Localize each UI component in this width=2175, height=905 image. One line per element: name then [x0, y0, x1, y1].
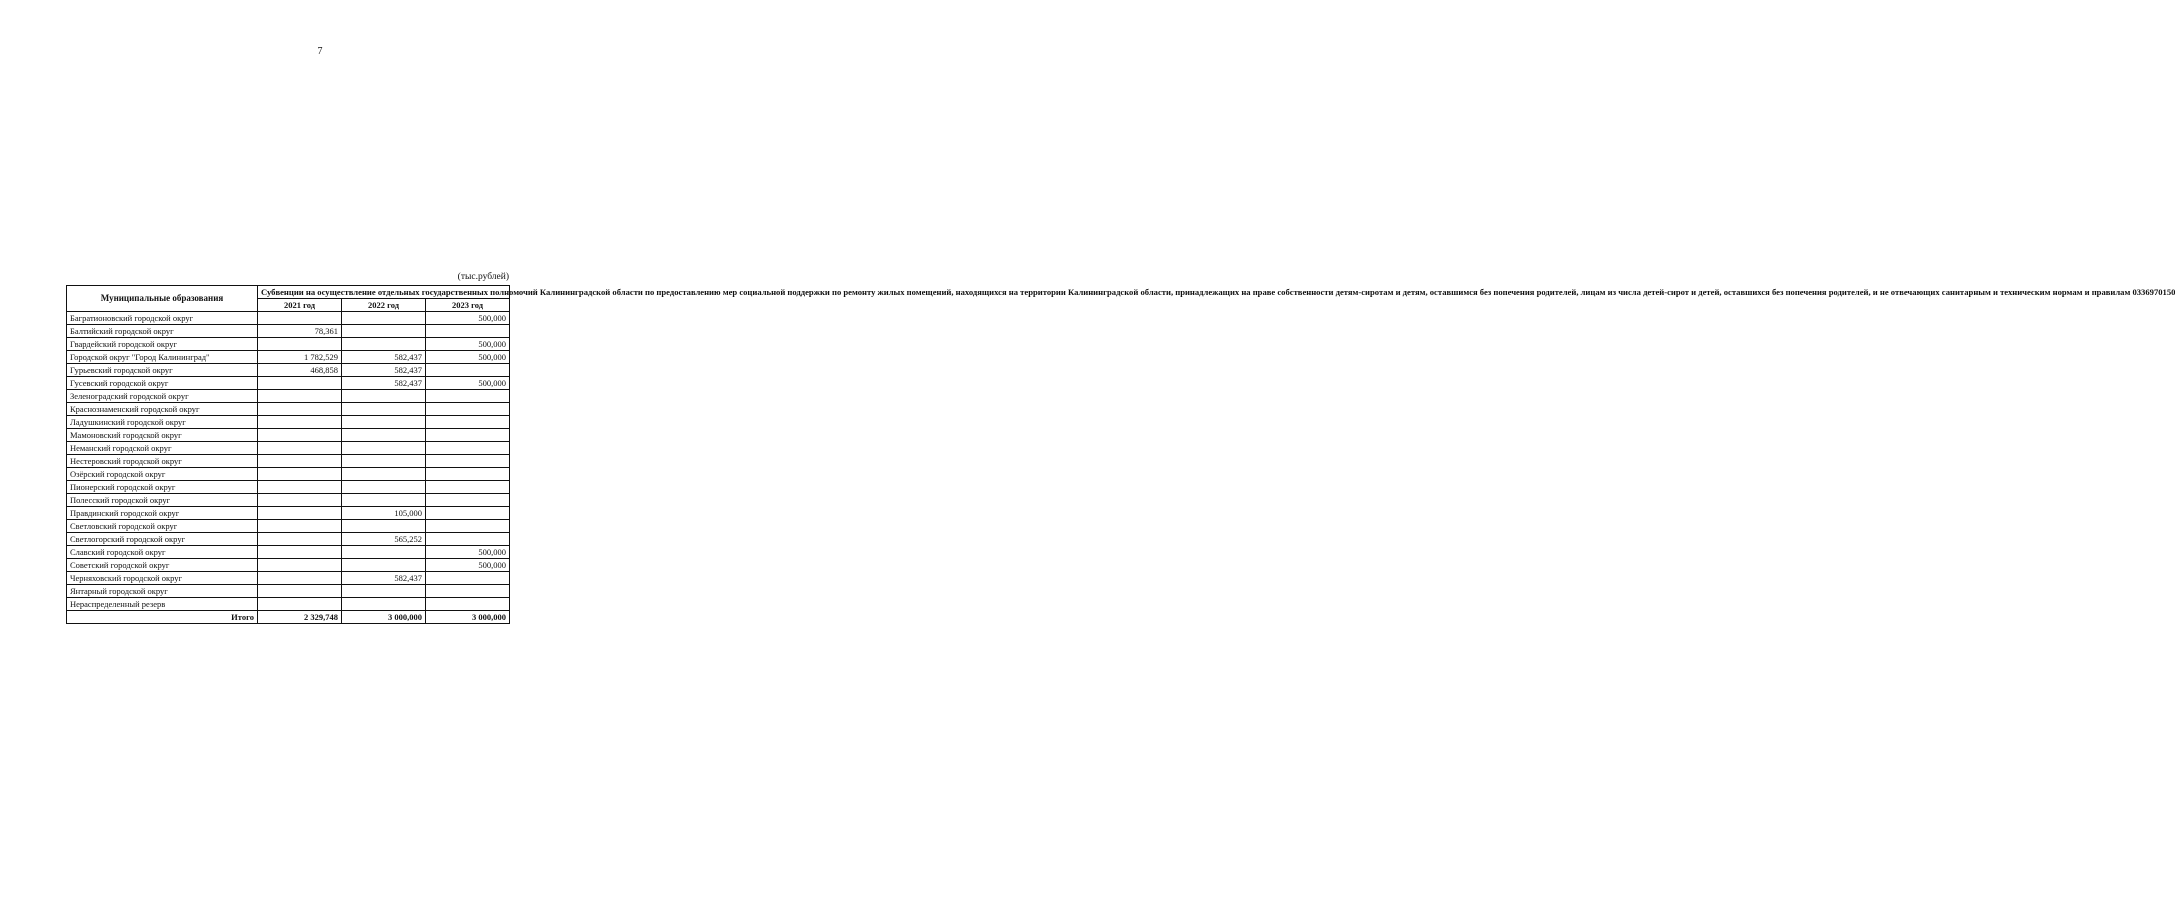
value-2022: 105,000 — [342, 507, 426, 520]
value-2023 — [426, 598, 510, 611]
municipality-name: Нераспределенный резерв — [67, 598, 258, 611]
municipality-name: Ладушкинский городской округ — [67, 416, 258, 429]
municipality-name: Нестеровский городской округ — [67, 455, 258, 468]
table-row — [67, 429, 510, 442]
municipality-name: Багратионовский городской округ — [67, 312, 258, 325]
year-2022-header: 2022 год — [342, 299, 426, 312]
table-row — [67, 351, 510, 364]
value-2021 — [258, 468, 342, 481]
table-row — [67, 338, 510, 351]
table-row — [67, 403, 510, 416]
value-2022 — [342, 312, 426, 325]
municipality-name: Городской округ "Город Калининград" — [67, 351, 258, 364]
value-2021 — [258, 585, 342, 598]
value-2023: 500,000 — [426, 559, 510, 572]
table-row — [67, 442, 510, 455]
value-2022 — [342, 481, 426, 494]
table-row — [67, 572, 510, 585]
municipality-name: Озёрский городской округ — [67, 468, 258, 481]
value-2021 — [258, 598, 342, 611]
value-2021: 1 782,529 — [258, 351, 342, 364]
municipality-name: Пионерский городской округ — [67, 481, 258, 494]
value-2022 — [342, 429, 426, 442]
subvention-table — [66, 285, 2175, 624]
value-2022: 582,437 — [342, 377, 426, 390]
value-2023 — [426, 481, 510, 494]
municipality-name: Светлогорский городской округ — [67, 533, 258, 546]
table-row — [67, 364, 510, 377]
table-row — [67, 494, 510, 507]
value-2023 — [426, 364, 510, 377]
value-2021 — [258, 442, 342, 455]
value-2023 — [426, 494, 510, 507]
year-2021-header: 2021 год — [258, 299, 342, 312]
units-label: (тыс.рублей) — [457, 272, 509, 282]
value-2023 — [426, 442, 510, 455]
total-2022: 3 000,000 — [342, 611, 426, 624]
value-2023: 500,000 — [426, 546, 510, 559]
year-2023-header: 2023 год — [426, 299, 510, 312]
municipality-name: Светловский городской округ — [67, 520, 258, 533]
value-2022 — [342, 585, 426, 598]
total-label: Итого — [67, 611, 258, 624]
value-2021 — [258, 429, 342, 442]
table-row — [67, 559, 510, 572]
value-2023 — [426, 455, 510, 468]
municipality-name: Янтарный городской округ — [67, 585, 258, 598]
value-2022 — [342, 325, 426, 338]
municipality-name: Черняховский городской округ — [67, 572, 258, 585]
value-2022 — [342, 598, 426, 611]
value-2022 — [342, 390, 426, 403]
value-2023: 500,000 — [426, 338, 510, 351]
value-2022 — [342, 520, 426, 533]
municipality-name: Зеленоградский городской округ — [67, 390, 258, 403]
value-2023 — [426, 429, 510, 442]
table-row — [67, 455, 510, 468]
value-2022 — [342, 559, 426, 572]
value-2022: 582,437 — [342, 351, 426, 364]
table-row — [67, 325, 510, 338]
value-2021 — [258, 533, 342, 546]
value-2022 — [342, 494, 426, 507]
municipality-header: Муниципальные образования — [67, 286, 258, 312]
total-row — [67, 611, 510, 624]
value-2021 — [258, 338, 342, 351]
municipality-name: Неманский городской округ — [67, 442, 258, 455]
value-2023 — [426, 507, 510, 520]
table-row — [67, 546, 510, 559]
municipality-name: Краснознаменский городской округ — [67, 403, 258, 416]
value-2023 — [426, 533, 510, 546]
table-row — [67, 507, 510, 520]
value-2023 — [426, 520, 510, 533]
municipality-name: Советский городской округ — [67, 559, 258, 572]
municipality-name: Славский городской округ — [67, 546, 258, 559]
value-2021 — [258, 494, 342, 507]
municipality-name: Мамоновский городской округ — [67, 429, 258, 442]
value-2023 — [426, 403, 510, 416]
value-2023 — [426, 390, 510, 403]
municipality-name: Правдинский городской округ — [67, 507, 258, 520]
value-2021 — [258, 312, 342, 325]
table-row — [67, 416, 510, 429]
value-2021 — [258, 546, 342, 559]
page-number: 7 — [317, 46, 323, 57]
value-2021 — [258, 559, 342, 572]
value-2022: 565,252 — [342, 533, 426, 546]
table-row — [67, 598, 510, 611]
municipality-name: Полесский городской округ — [67, 494, 258, 507]
value-2022 — [342, 442, 426, 455]
table-row — [67, 390, 510, 403]
value-2023 — [426, 572, 510, 585]
value-2022 — [342, 468, 426, 481]
table-row — [67, 585, 510, 598]
value-2021 — [258, 481, 342, 494]
table-row — [67, 533, 510, 546]
table-row — [67, 481, 510, 494]
municipality-name: Балтийский городской округ — [67, 325, 258, 338]
value-2021 — [258, 377, 342, 390]
municipality-name: Гусевский городской округ — [67, 377, 258, 390]
value-2021 — [258, 572, 342, 585]
municipality-name: Гвардейский городской округ — [67, 338, 258, 351]
value-2023 — [426, 585, 510, 598]
value-2021 — [258, 520, 342, 533]
value-2022 — [342, 455, 426, 468]
municipality-name: Гурьевский городской округ — [67, 364, 258, 377]
value-2021 — [258, 507, 342, 520]
value-2023: 500,000 — [426, 312, 510, 325]
value-2021: 468,858 — [258, 364, 342, 377]
total-2021: 2 329,748 — [258, 611, 342, 624]
value-2022 — [342, 546, 426, 559]
value-2021 — [258, 403, 342, 416]
table-row — [67, 520, 510, 533]
value-2023: 500,000 — [426, 351, 510, 364]
value-2022: 582,437 — [342, 364, 426, 377]
value-2021: 78,361 — [258, 325, 342, 338]
value-2023: 500,000 — [426, 377, 510, 390]
value-2023 — [426, 416, 510, 429]
value-2021 — [258, 416, 342, 429]
value-2023 — [426, 325, 510, 338]
total-2023: 3 000,000 — [426, 611, 510, 624]
value-2023 — [426, 468, 510, 481]
value-2021 — [258, 390, 342, 403]
table-row — [67, 468, 510, 481]
value-2021 — [258, 455, 342, 468]
value-2022: 582,437 — [342, 572, 426, 585]
table-row — [67, 312, 510, 325]
table-body — [67, 312, 510, 611]
table-row — [67, 377, 510, 390]
value-2022 — [342, 416, 426, 429]
value-2022 — [342, 403, 426, 416]
value-2022 — [342, 338, 426, 351]
subvention-header: Субвенции на осуществление отдельных государственных полномочий Калининградской области по предоставлению мер социальной поддержки по ремонту жилых помещений, находящихся на территории Калининградской области, принадлежащих на праве собственности детям-сиротам и детям, оставшимся без попечения родителей, лицам из числа детей-сирот и детей, оставшихся без попечения родителей, и не отвечающих санитарным и техническим нормам и правилам 0336970150 — [258, 286, 510, 299]
